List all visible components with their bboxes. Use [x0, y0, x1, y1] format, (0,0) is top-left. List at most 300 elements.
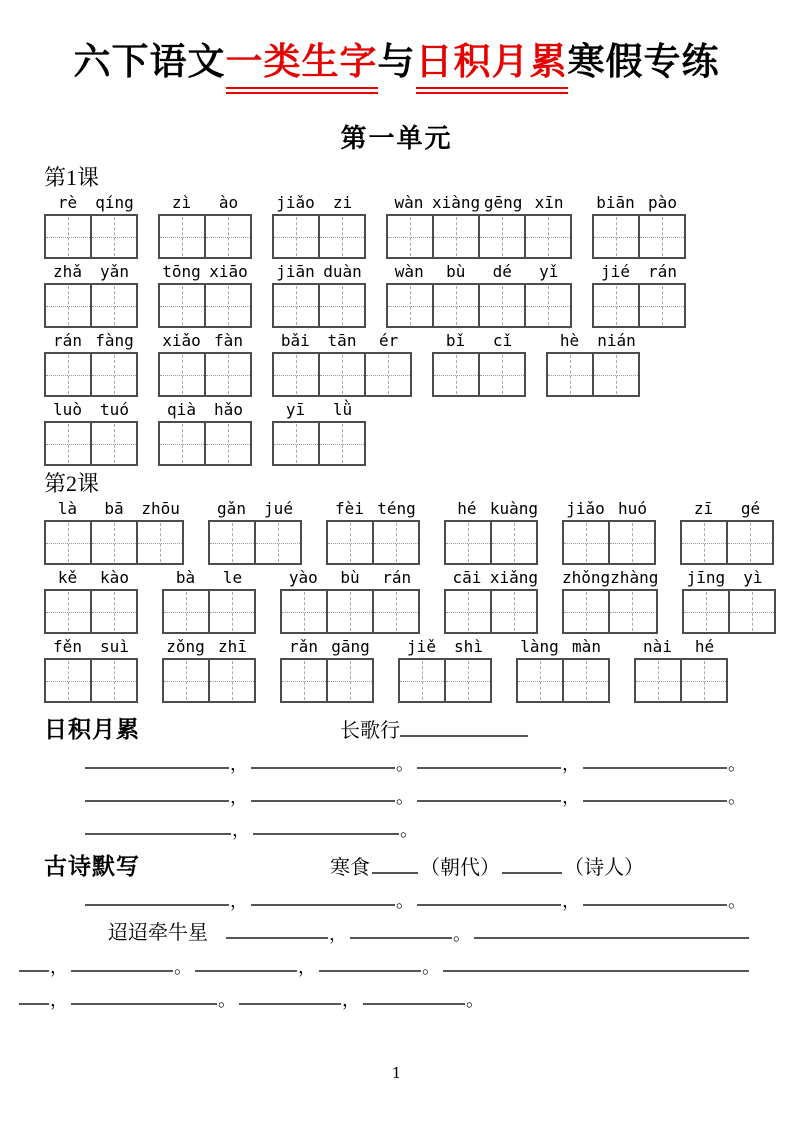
grid-cell[interactable] — [636, 660, 682, 701]
grid-cell[interactable] — [564, 660, 608, 701]
writing-grid — [162, 589, 256, 634]
pinyin-syllable: hé — [457, 499, 477, 519]
grid-cell[interactable] — [640, 216, 684, 257]
pinyin-syllable: yǐ — [539, 262, 559, 282]
word-row — [44, 331, 749, 397]
pinyin-syllable: rǎn — [289, 637, 318, 657]
blank-underline[interactable] — [363, 1001, 465, 1005]
grid-cell[interactable] — [480, 216, 526, 257]
writing-grid — [680, 520, 774, 565]
blank-underline[interactable] — [253, 831, 399, 835]
pinyin-syllable: tān — [327, 331, 357, 351]
word-group — [272, 262, 366, 328]
grid-cell[interactable] — [434, 354, 480, 395]
word-group — [398, 637, 492, 703]
grid-cell[interactable] — [256, 522, 300, 563]
grid-cell[interactable] — [92, 354, 136, 395]
pinyin-syllable: jiǎo — [276, 193, 315, 213]
grid-cell[interactable] — [210, 660, 254, 701]
pinyin-syllable: bù — [446, 262, 466, 282]
grid-cell[interactable] — [210, 522, 256, 563]
punctuation: 。 — [218, 990, 236, 1011]
word-group — [44, 499, 184, 565]
gushi-section-head — [44, 848, 749, 878]
blank-underline[interactable] — [443, 968, 749, 972]
word-group — [386, 193, 572, 259]
grid-cell[interactable] — [164, 660, 210, 701]
grid-cell[interactable] — [274, 354, 320, 395]
blank-underline[interactable] — [417, 765, 561, 769]
pinyin — [158, 331, 252, 352]
grid-cell[interactable] — [320, 285, 364, 326]
blank-underline[interactable] — [85, 902, 229, 906]
pinyin-syllable: ér — [379, 331, 399, 351]
blank-underline[interactable] — [319, 968, 421, 972]
grid-cell[interactable] — [492, 591, 536, 632]
grid-cell[interactable] — [160, 423, 206, 464]
word-group — [44, 400, 138, 466]
pinyin-syllable: biān — [596, 193, 635, 213]
blank-underline[interactable] — [85, 831, 231, 835]
writing-grid — [280, 658, 374, 703]
word-group — [592, 262, 686, 328]
writing-grid — [44, 658, 138, 703]
writing-grid — [272, 214, 366, 259]
word-group — [592, 193, 686, 259]
pinyin-syllable: lǜ — [332, 400, 353, 420]
grid-cell[interactable] — [526, 216, 570, 257]
pinyin-syllable: bā — [104, 499, 124, 519]
pinyin-syllable: jié — [601, 262, 630, 282]
pinyin — [546, 331, 640, 352]
title-segment-red: 日积月累 — [416, 38, 568, 94]
blank-underline[interactable] — [583, 765, 727, 769]
fill-line — [19, 944, 749, 977]
word-group — [272, 331, 412, 397]
pinyin-syllable: rán — [382, 568, 412, 588]
pinyin-syllable: wàn — [394, 262, 424, 282]
word-group — [158, 193, 252, 259]
blank-underline[interactable] — [19, 1001, 49, 1005]
pinyin — [432, 331, 526, 352]
pinyin-syllable: jué — [264, 499, 293, 519]
grid-cell[interactable] — [400, 660, 446, 701]
word-row — [44, 262, 749, 328]
pinyin — [592, 193, 686, 214]
pinyin — [44, 637, 138, 658]
punctuation: 。 — [422, 957, 440, 978]
grid-cell[interactable] — [492, 522, 536, 563]
lesson-section — [44, 469, 763, 703]
pinyin — [272, 331, 412, 352]
word-group — [162, 637, 256, 703]
pinyin-syllable: làng — [520, 637, 559, 657]
pinyin — [158, 193, 252, 214]
pinyin — [272, 193, 366, 214]
blank-underline[interactable] — [350, 935, 452, 939]
grid-cell[interactable] — [728, 522, 772, 563]
pinyin-syllable: shì — [454, 637, 483, 657]
pinyin-syllable: bǎi — [280, 331, 310, 351]
writing-grid — [280, 589, 420, 634]
pinyin — [516, 637, 610, 658]
grid-cell[interactable] — [274, 423, 320, 464]
gushi-fill-lines — [44, 878, 749, 1010]
riji-section-head — [44, 711, 749, 741]
fill-line — [44, 741, 749, 774]
blank-underline[interactable] — [583, 798, 727, 802]
pinyin — [326, 499, 420, 520]
poem-title-hanshi: 寒食 — [330, 857, 370, 880]
fill-line — [19, 977, 749, 1010]
writing-grid — [158, 352, 252, 397]
pinyin — [562, 499, 656, 520]
gushi-heading: 古诗默写 — [44, 853, 140, 880]
writing-grid — [546, 352, 640, 397]
pinyin-syllable: gēng — [483, 193, 523, 213]
word-row — [44, 193, 749, 259]
word-group — [44, 568, 138, 634]
writing-grid — [444, 520, 538, 565]
writing-grid — [44, 520, 184, 565]
pinyin — [280, 637, 374, 658]
grid-cell[interactable] — [206, 354, 250, 395]
writing-grid — [158, 421, 252, 466]
writing-grid — [398, 658, 492, 703]
grid-cell[interactable] — [46, 423, 92, 464]
writing-grid — [272, 352, 412, 397]
grid-cell[interactable] — [594, 354, 638, 395]
grid-cell[interactable] — [46, 285, 92, 326]
word-row — [44, 637, 749, 703]
word-group — [272, 400, 366, 466]
blank-underline[interactable] — [85, 798, 229, 802]
grid-cell[interactable] — [320, 423, 364, 464]
grid-cell[interactable] — [92, 285, 136, 326]
pinyin — [44, 400, 138, 421]
pinyin — [444, 499, 538, 520]
word-row — [44, 400, 749, 466]
blank-underline[interactable] — [251, 902, 395, 906]
grid-cell[interactable] — [548, 354, 594, 395]
changgexing-title-line — [340, 714, 528, 743]
grid-cell[interactable] — [594, 216, 640, 257]
fill-line — [44, 774, 749, 807]
writing-grid — [386, 214, 572, 259]
blank-underline[interactable] — [85, 765, 229, 769]
writing-grid — [592, 283, 686, 328]
grid-cell[interactable] — [160, 285, 206, 326]
grid-cell[interactable] — [366, 354, 410, 395]
grid-cell[interactable] — [46, 522, 92, 563]
grid-cell[interactable] — [446, 660, 490, 701]
fill-line — [44, 911, 749, 944]
punctuation: ， — [50, 990, 68, 1011]
writing-grid — [682, 589, 776, 634]
pinyin — [386, 262, 572, 283]
word-row — [44, 499, 761, 565]
grid-cell[interactable] — [526, 285, 570, 326]
blank-underline[interactable] — [417, 902, 561, 906]
pinyin-syllable: zī — [693, 499, 714, 519]
punctuation: ， — [230, 787, 248, 808]
pinyin — [444, 568, 538, 589]
pinyin-syllable: zǒng — [166, 637, 205, 657]
punctuation: 。 — [728, 891, 746, 912]
grid-cell[interactable] — [160, 216, 206, 257]
grid-cell[interactable] — [328, 660, 372, 701]
grid-cell[interactable] — [138, 522, 182, 563]
pinyin-syllable: kě — [57, 568, 78, 588]
word-group — [44, 637, 138, 703]
pinyin-syllable: zi — [332, 193, 353, 213]
pinyin — [680, 499, 774, 520]
punctuation: 。 — [396, 754, 414, 775]
pinyin-syllable: luò — [53, 400, 82, 420]
word-group — [432, 331, 526, 397]
word-group — [326, 499, 420, 565]
pinyin-syllable: hè — [559, 331, 580, 351]
grid-cell[interactable] — [434, 216, 480, 257]
pinyin-syllable: suì — [100, 637, 129, 657]
blank-underline[interactable] — [417, 798, 561, 802]
writing-grid — [326, 520, 420, 565]
lessons-container — [44, 163, 763, 703]
grid-cell[interactable] — [320, 216, 364, 257]
hanshi-poet-blank[interactable] — [502, 856, 562, 874]
blank-underline[interactable] — [19, 968, 49, 972]
word-group — [386, 262, 572, 328]
pinyin-syllable: rán — [53, 331, 82, 351]
page-number: 1 — [391, 1064, 402, 1082]
blank-underline[interactable] — [71, 968, 173, 972]
pinyin — [44, 568, 138, 589]
grid-cell[interactable] — [282, 591, 328, 632]
pinyin-syllable: màn — [572, 637, 601, 657]
word-group — [158, 262, 252, 328]
writing-grid — [272, 421, 366, 466]
pinyin-syllable: nián — [597, 331, 636, 351]
poem-title-tiaotiao: 迢迢牵牛星 — [108, 922, 208, 945]
grid-cell[interactable] — [320, 354, 366, 395]
title-segment: 寒假专练 — [567, 41, 720, 82]
pinyin — [208, 499, 302, 520]
grid-cell[interactable] — [682, 660, 726, 701]
pinyin-syllable: qíng — [95, 193, 134, 213]
word-group — [562, 568, 658, 634]
blank-underline[interactable] — [583, 902, 727, 906]
writing-grid — [562, 520, 656, 565]
writing-grid — [44, 421, 138, 466]
pinyin-syllable: yào — [288, 568, 318, 588]
blank-underline[interactable] — [226, 935, 328, 939]
word-group — [516, 637, 610, 703]
writing-grid — [592, 214, 686, 259]
grid-cell[interactable] — [92, 522, 138, 563]
pinyin-syllable: fèi — [335, 499, 364, 519]
riji-fill-lines — [44, 741, 749, 840]
punctuation: ， — [562, 754, 580, 775]
grid-cell[interactable] — [160, 354, 206, 395]
grid-cell[interactable] — [564, 591, 610, 632]
grid-cell[interactable] — [610, 522, 654, 563]
fill-line — [44, 807, 749, 840]
grid-cell[interactable] — [446, 522, 492, 563]
grid-cell[interactable] — [480, 285, 526, 326]
grid-cell[interactable] — [518, 660, 564, 701]
punctuation: ， — [298, 957, 316, 978]
grid-cell[interactable] — [92, 216, 136, 257]
grid-cell[interactable] — [328, 591, 374, 632]
pinyin-syllable: zhī — [218, 637, 247, 657]
punctuation: 。 — [728, 787, 746, 808]
title-segment: 与 — [377, 41, 416, 82]
grid-cell[interactable] — [46, 354, 92, 395]
pinyin-syllable: huó — [618, 499, 647, 519]
word-row — [44, 568, 763, 634]
changgexing-title-blank[interactable] — [400, 719, 528, 737]
grid-cell[interactable] — [274, 285, 320, 326]
word-group — [634, 637, 728, 703]
pinyin-syllable: tōng — [162, 262, 201, 282]
lesson-label: 第1课 — [44, 165, 100, 191]
pinyin-syllable: bù — [340, 568, 360, 588]
dynasty-label: （朝代） — [420, 857, 500, 880]
word-group — [272, 193, 366, 259]
pinyin-syllable: zì — [171, 193, 192, 213]
blank-underline[interactable] — [251, 798, 395, 802]
riji-heading: 日积月累 — [44, 716, 140, 743]
writing-grid — [432, 352, 526, 397]
blank-underline[interactable] — [239, 1001, 341, 1005]
pinyin-syllable: bà — [175, 568, 196, 588]
pinyin — [592, 262, 686, 283]
pinyin-syllable: jiě — [407, 637, 436, 657]
grid-cell[interactable] — [92, 591, 136, 632]
punctuation: 。 — [400, 820, 418, 841]
pinyin-syllable: pào — [648, 193, 677, 213]
grid-cell[interactable] — [206, 423, 250, 464]
grid-cell[interactable] — [594, 285, 640, 326]
pinyin-syllable: jiān — [276, 262, 315, 282]
pinyin — [398, 637, 492, 658]
grid-cell[interactable] — [46, 591, 92, 632]
pinyin-syllable: yī — [285, 400, 306, 420]
pinyin-syllable: xīn — [534, 193, 564, 213]
word-group — [546, 331, 640, 397]
title-segment: 六下语文 — [73, 41, 226, 82]
grid-cell[interactable] — [206, 285, 250, 326]
grid-cell[interactable] — [92, 423, 136, 464]
pinyin-syllable: xiǎng — [489, 568, 538, 588]
pinyin — [386, 193, 572, 214]
grid-cell[interactable] — [164, 591, 210, 632]
blank-underline[interactable] — [474, 935, 749, 939]
punctuation: ， — [232, 820, 250, 841]
writing-grid — [444, 589, 538, 634]
pinyin — [162, 637, 256, 658]
pinyin-syllable: xiàng — [431, 193, 481, 213]
grid-cell[interactable] — [480, 354, 524, 395]
word-group — [44, 193, 138, 259]
grid-cell[interactable] — [46, 216, 92, 257]
grid-cell[interactable] — [564, 522, 610, 563]
grid-cell[interactable] — [92, 660, 136, 701]
writing-grid — [272, 283, 366, 328]
pinyin-syllable: hǎo — [214, 400, 243, 420]
grid-cell[interactable] — [640, 285, 684, 326]
pinyin-syllable: fàng — [95, 331, 134, 351]
grid-cell[interactable] — [388, 285, 434, 326]
punctuation: 。 — [728, 754, 746, 775]
grid-cell[interactable] — [684, 591, 730, 632]
word-group — [444, 499, 538, 565]
grid-cell[interactable] — [210, 591, 254, 632]
grid-cell[interactable] — [282, 660, 328, 701]
pinyin-syllable: là — [57, 499, 77, 519]
pinyin — [44, 499, 184, 520]
grid-cell[interactable] — [388, 216, 434, 257]
grid-cell[interactable] — [682, 522, 728, 563]
pinyin-syllable: kào — [100, 568, 129, 588]
writing-grid — [44, 352, 138, 397]
pinyin-syllable: jīng — [686, 568, 726, 588]
lesson-section — [44, 163, 749, 466]
pinyin-syllable: zhàng — [610, 568, 659, 588]
writing-grid — [44, 589, 138, 634]
grid-cell[interactable] — [374, 522, 418, 563]
pinyin-syllable: yì — [743, 568, 763, 588]
pinyin — [272, 262, 366, 283]
title-segment-red: 一类生字 — [226, 38, 378, 94]
blank-underline[interactable] — [195, 968, 297, 972]
grid-cell[interactable] — [730, 591, 774, 632]
hanshi-title-line — [330, 851, 644, 880]
grid-cell[interactable] — [610, 591, 654, 632]
grid-cell[interactable] — [434, 285, 480, 326]
pinyin-syllable: rè — [57, 193, 78, 213]
writing-grid — [44, 283, 138, 328]
pinyin-syllable: wàn — [394, 193, 424, 213]
pinyin-syllable: hé — [694, 637, 715, 657]
pinyin-syllable: téng — [377, 499, 416, 519]
grid-cell[interactable] — [46, 660, 92, 701]
lesson-label: 第2课 — [44, 471, 100, 497]
punctuation: 。 — [466, 990, 484, 1011]
word-group — [280, 637, 374, 703]
grid-cell[interactable] — [446, 591, 492, 632]
grid-cell[interactable] — [274, 216, 320, 257]
punctuation: ， — [329, 924, 347, 945]
pinyin-syllable: zhōu — [141, 499, 180, 519]
pinyin-syllable: kuàng — [489, 499, 538, 519]
grid-cell[interactable] — [328, 522, 374, 563]
pinyin — [158, 262, 252, 283]
pinyin-syllable: jiǎo — [566, 499, 605, 519]
pinyin-syllable: fěn — [53, 637, 82, 657]
blank-underline[interactable] — [251, 765, 395, 769]
hanshi-dynasty-blank[interactable] — [372, 856, 418, 874]
punctuation: ， — [562, 787, 580, 808]
blank-underline[interactable] — [71, 1001, 217, 1005]
grid-cell[interactable] — [374, 591, 418, 632]
writing-grid — [516, 658, 610, 703]
writing-grid — [162, 658, 256, 703]
grid-cell[interactable] — [206, 216, 250, 257]
pinyin-syllable: cāi — [452, 568, 482, 588]
pinyin — [562, 568, 658, 589]
pinyin — [44, 262, 138, 283]
